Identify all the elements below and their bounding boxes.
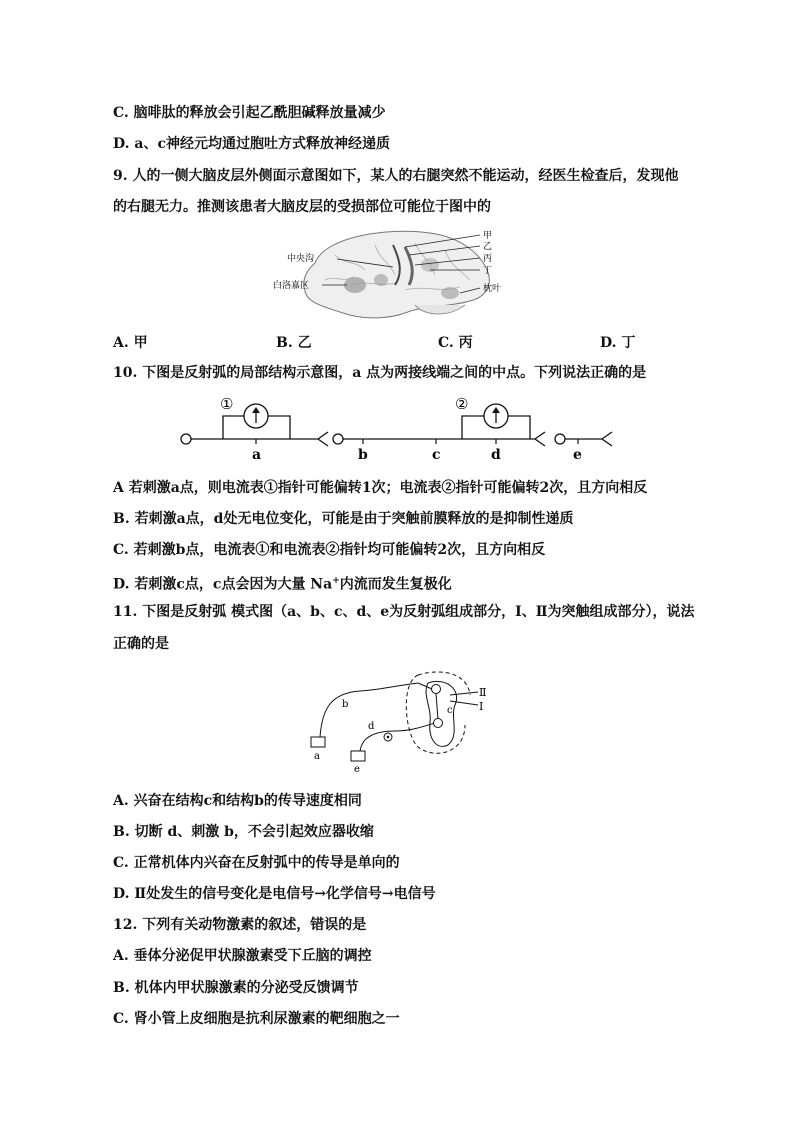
label-yi: 乙	[483, 242, 493, 252]
point-e: e	[573, 447, 582, 463]
label-d: d	[368, 721, 375, 732]
point-b: b	[358, 447, 368, 463]
point-d: d	[491, 447, 501, 463]
label-broca: 白洛嘉区	[273, 281, 310, 291]
q10-option-d-text: D. 若刺激c点，c点会因为大量 Na	[113, 576, 333, 593]
q12-stem: 12. 下列有关动物激素的叙述，错误的是	[113, 917, 367, 933]
q12-option-a: A. 垂体分泌促甲状腺激素受下丘脑的调控	[113, 948, 372, 964]
prev-option-c: C. 脑啡肽的释放会引起乙酰胆碱释放量减少	[113, 105, 386, 121]
q10-reflex-arc-figure	[170, 392, 620, 467]
q9-stem-line1: 9. 人的一侧大脑皮层外侧面示意图如下，某人的右腿突然不能运动，经医生检查后，发现他	[113, 168, 679, 184]
sodium-charge: +	[332, 576, 340, 586]
q11-option-b: B. 切断 d、刺激 b，不会引起效应器收缩	[113, 824, 374, 840]
q10-option-d-text-end: 内流而发生复极化	[339, 576, 452, 593]
label-jia: 甲	[483, 231, 493, 241]
q10-stem: 10. 下图是反射弧的局部结构示意图，a 点为两接线端之间的中点。下列说法正确的是	[113, 365, 647, 381]
label-I: Ⅰ	[479, 700, 484, 713]
effector-box-e	[351, 751, 365, 761]
q9-option-d: D. 丁	[600, 335, 636, 351]
meter-2-label: ②	[455, 395, 469, 413]
q9-stem-line2: 的右腿无力。推测该患者大脑皮层的受损部位可能位于图中的	[113, 199, 491, 215]
q10-option-a: A 若刺激a点，则电流表①指针可能偏转1次；电流表②指针可能偏转2次，且方向相反	[113, 480, 648, 496]
point-a: a	[252, 447, 262, 463]
q11-option-d: D. Ⅱ处发生的信号变化是电信号→化学信号→电信号	[113, 886, 436, 902]
q9-option-a: A. 甲	[113, 335, 148, 351]
q10-option-b: B. 若刺激a点，d处无电位变化，可能是由于突触前膜释放的是抑制性递质	[113, 511, 574, 527]
q11-stem-line1: 11. 下图是反射弧 模式图（a、b、c、d、e为反射弧组成部分，Ⅰ、Ⅱ为突触组成部分），说法	[113, 604, 695, 620]
q10-option-d	[113, 572, 452, 594]
point-c: c	[432, 447, 441, 463]
q9-brain-figure	[265, 225, 535, 325]
galvanometer-2	[484, 404, 508, 428]
receptor-box-a	[311, 737, 325, 747]
label-central-sulcus: 中央沟	[287, 254, 315, 264]
q9-option-c: C. 丙	[438, 335, 473, 351]
region-broca	[344, 277, 366, 293]
galvanometer-1	[244, 404, 268, 428]
q9-option-b: B. 乙	[276, 335, 312, 351]
q11-reflex-arc-figure	[300, 665, 500, 775]
label-e: e	[354, 764, 360, 775]
meter-1-label: ①	[220, 395, 234, 413]
q10-option-c: C. 若刺激b点，电流表①和电流表②指针均可能偏转2次，且方向相反	[113, 542, 546, 558]
label-bing: 丙	[483, 254, 493, 264]
q12-option-c: C. 肾小管上皮细胞是抗利尿激素的靶细胞之一	[113, 1011, 400, 1027]
label-occipital: 枕叶	[483, 284, 502, 294]
q11-stem-line2: 正确的是	[113, 636, 169, 652]
label-c: c	[447, 705, 453, 716]
label-II: Ⅱ	[479, 686, 487, 699]
q11-option-a: A. 兴奋在结构c和结构b的传导速度相同	[113, 793, 362, 809]
label-ding: 丁	[483, 266, 493, 276]
prev-option-d: D. a、c神经元均通过胞吐方式释放神经递质	[113, 136, 390, 152]
label-a: a	[314, 751, 320, 762]
label-b: b	[342, 699, 349, 710]
q11-option-c: C. 正常机体内兴奋在反射弧中的传导是单向的	[113, 855, 400, 871]
q12-option-b: B. 机体内甲状腺激素的分泌受反馈调节	[113, 980, 359, 996]
